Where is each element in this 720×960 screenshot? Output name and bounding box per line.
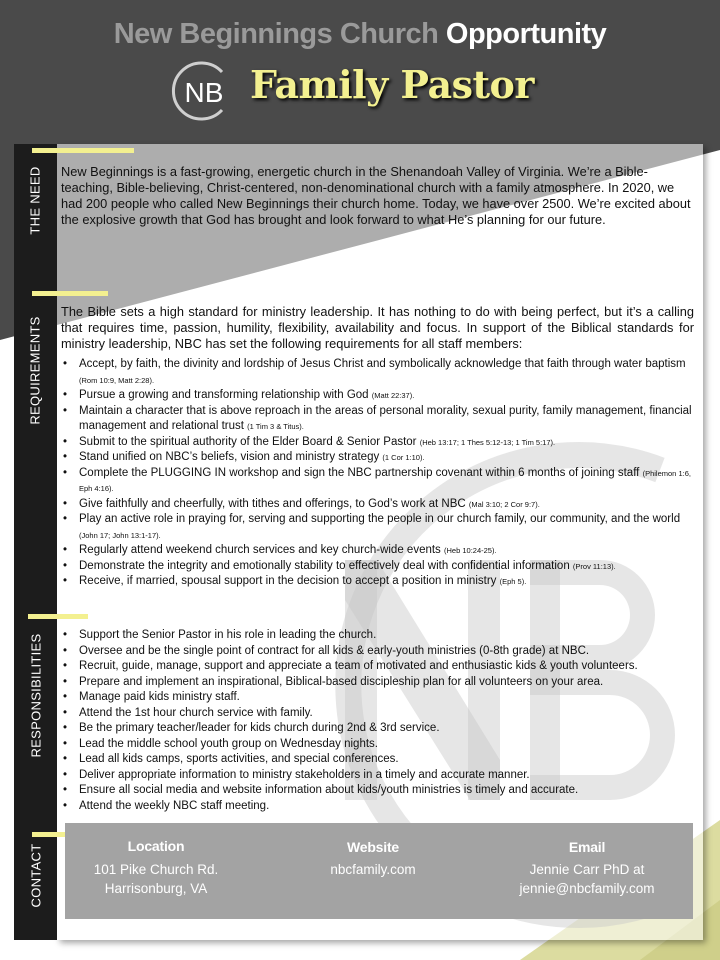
contact-label: CONTACT — [28, 843, 43, 907]
requirements-list — [61, 357, 694, 590]
need-label: THE NEED — [28, 165, 44, 235]
responsibilities-accent — [28, 614, 88, 619]
responsibility-item: • Prepare and implement an inspirational, Biblical-based discipleship plan for all volunteers on your area. — [61, 675, 694, 691]
location-line1: 101 Pike Church Rd. — [93, 862, 219, 877]
requirement-reference: (Heb 13:17; 1 Thes 5:12-13; 1 Tim 5:17). — [419, 437, 556, 447]
requirement-item — [61, 543, 694, 559]
requirement-item — [61, 574, 694, 590]
requirement-item — [61, 388, 694, 404]
responsibility-item: • Ensure all social media and website information about kids/youth ministries is timely and accurate. — [61, 783, 694, 799]
section-sidebar — [14, 144, 57, 940]
email-link[interactable]: jennie@nbcfamily.com — [519, 881, 655, 896]
responsibility-item: • Attend the 1st hour church service with family. — [61, 706, 694, 722]
logo-text: NB — [184, 77, 224, 108]
header-heading — [0, 18, 720, 51]
email-heading: Email — [568, 839, 606, 855]
requirement-reference: (Philemon 1:6, Eph 4:16). — [79, 468, 691, 493]
requirement-reference: (John 17; John 13:1-17). — [79, 530, 161, 540]
requirement-item — [61, 497, 694, 513]
email-line1: Jennie Carr PhD at — [529, 862, 645, 877]
opportunity-word: Opportunity — [445, 18, 607, 50]
requirement-text: Submit to the spiritual authority of the Elder Board & Senior Pastor — [79, 435, 417, 448]
responsibility-item: • Be the primary teacher/leader for kids church during 2nd & 3rd service. — [61, 721, 694, 737]
requirement-reference: (Mal 3:10; 2 Cor 9:7). — [468, 499, 540, 509]
responsibility-item: • Deliver appropriate information to ministry stakeholders in a timely and accurate manner. — [61, 768, 694, 784]
requirement-reference: (Prov 11:13). — [572, 561, 616, 571]
responsibility-item: • Recruit, guide, manage, support and appreciate a team of motivated and enthusiastic kids & youth volunteers. — [61, 659, 694, 675]
requirement-item — [61, 404, 694, 435]
requirement-text: Maintain a character that is above reproach in the areas of personal morality, sexual purity, family management, financial management and relational trust — [79, 404, 692, 432]
requirement-text: Play an active role in praying for, serving and supporting the people in our church family, our community, and the world — [79, 513, 681, 525]
requirement-item — [61, 512, 694, 543]
requirement-text: Regularly attend weekend church services and key church-wide events — [79, 544, 441, 556]
requirement-item — [61, 357, 694, 388]
responsibility-item: • Lead the middle school youth group on Wednesday nights. — [61, 737, 694, 753]
requirement-reference: (1 Cor 1:10). — [382, 453, 425, 462]
requirements-label: REQUIREMENTS — [28, 315, 43, 425]
requirement-text: Complete the PLUGGING IN workshop and sign the NBC partnership covenant within 6 months of joining staff — [79, 466, 640, 479]
requirement-text: Give faithfully and cheerfully, with tithes and offerings, to God’s work at NBC — [79, 497, 466, 510]
nb-logo-icon — [170, 60, 236, 122]
contact-website — [285, 823, 461, 879]
requirement-reference: (1 Tim 3 & Titus). — [247, 422, 304, 431]
requirement-item — [61, 450, 694, 466]
page-title: Family Pastor — [250, 62, 534, 107]
requirement-item — [61, 435, 694, 451]
responsibility-item: • Lead all kids camps, sports activities, and special conferences. — [61, 752, 694, 768]
requirement-text: Pursue a growing and transforming relationship with God — [79, 389, 369, 401]
org-name: New Beginnings Church — [113, 18, 439, 50]
contact-location — [65, 823, 247, 898]
responsibilities-list — [61, 628, 694, 814]
responsibility-item: • Manage paid kids ministry staff. — [61, 690, 694, 706]
website-link[interactable]: nbcfamily.com — [330, 862, 416, 877]
requirements-accent — [32, 291, 108, 296]
website-heading: Website — [346, 839, 400, 855]
responsibility-item: • Oversee and be the single point of contract for all kids & early-youth ministries (0-8th grade) at NBC. — [61, 644, 694, 660]
requirement-text: Accept, by faith, the divinity and lordship of Jesus Christ and symbolically acknowledge that faith through water baptism — [79, 358, 686, 370]
responsibilities-label: RESPONSIBILITIES — [28, 632, 44, 758]
contact-box — [65, 823, 693, 919]
requirement-text: Receive, if married, spousal support in the decision to accept a position in ministry — [79, 575, 497, 587]
need-accent — [32, 148, 134, 153]
location-heading: Location — [127, 838, 185, 854]
contact-email — [497, 823, 677, 898]
requirement-text: Demonstrate the integrity and emotionally stability to effectively deal with confidential information — [79, 559, 570, 572]
requirement-reference: (Matt 22:37). — [371, 391, 415, 400]
requirement-item — [61, 559, 694, 575]
need-text: New Beginnings is a fast-growing, energetic church in the Shenandoah Valley of Virginia. We’re a Bible-teaching, Bible-believing, Christ-centered, non-denominational church with a family atmosphere. In 2020, we had 200 people who called New Beginnings their church home. Today, we have over 2500. We’re excited about the explosive growth that God has brought and look forward to what He’s planning for our future. — [61, 164, 691, 227]
responsibility-item: • Support the Senior Pastor in his role in leading the church. — [61, 628, 694, 644]
requirements-intro: The Bible sets a high standard for ministry leadership. It has nothing to do with being perfect, but it’s a calling that requires time, passion, humility, flexibility, availability and focus. In support of the Biblical standards for ministry leadership, NBC has set the following requirements for all staff members: — [61, 304, 694, 351]
requirement-reference: (Rom 10:9, Matt 2:28). — [79, 375, 155, 385]
requirement-reference: (Heb 10:24-25). — [444, 546, 497, 555]
responsibility-item: • Attend the weekly NBC staff meeting. — [61, 799, 694, 815]
requirement-text: Stand unified on NBC’s beliefs, vision and ministry strategy — [79, 451, 380, 463]
location-line2: Harrisonburg, VA — [104, 881, 208, 896]
requirement-reference: (Eph 5). — [499, 577, 527, 586]
requirement-item — [61, 466, 694, 497]
